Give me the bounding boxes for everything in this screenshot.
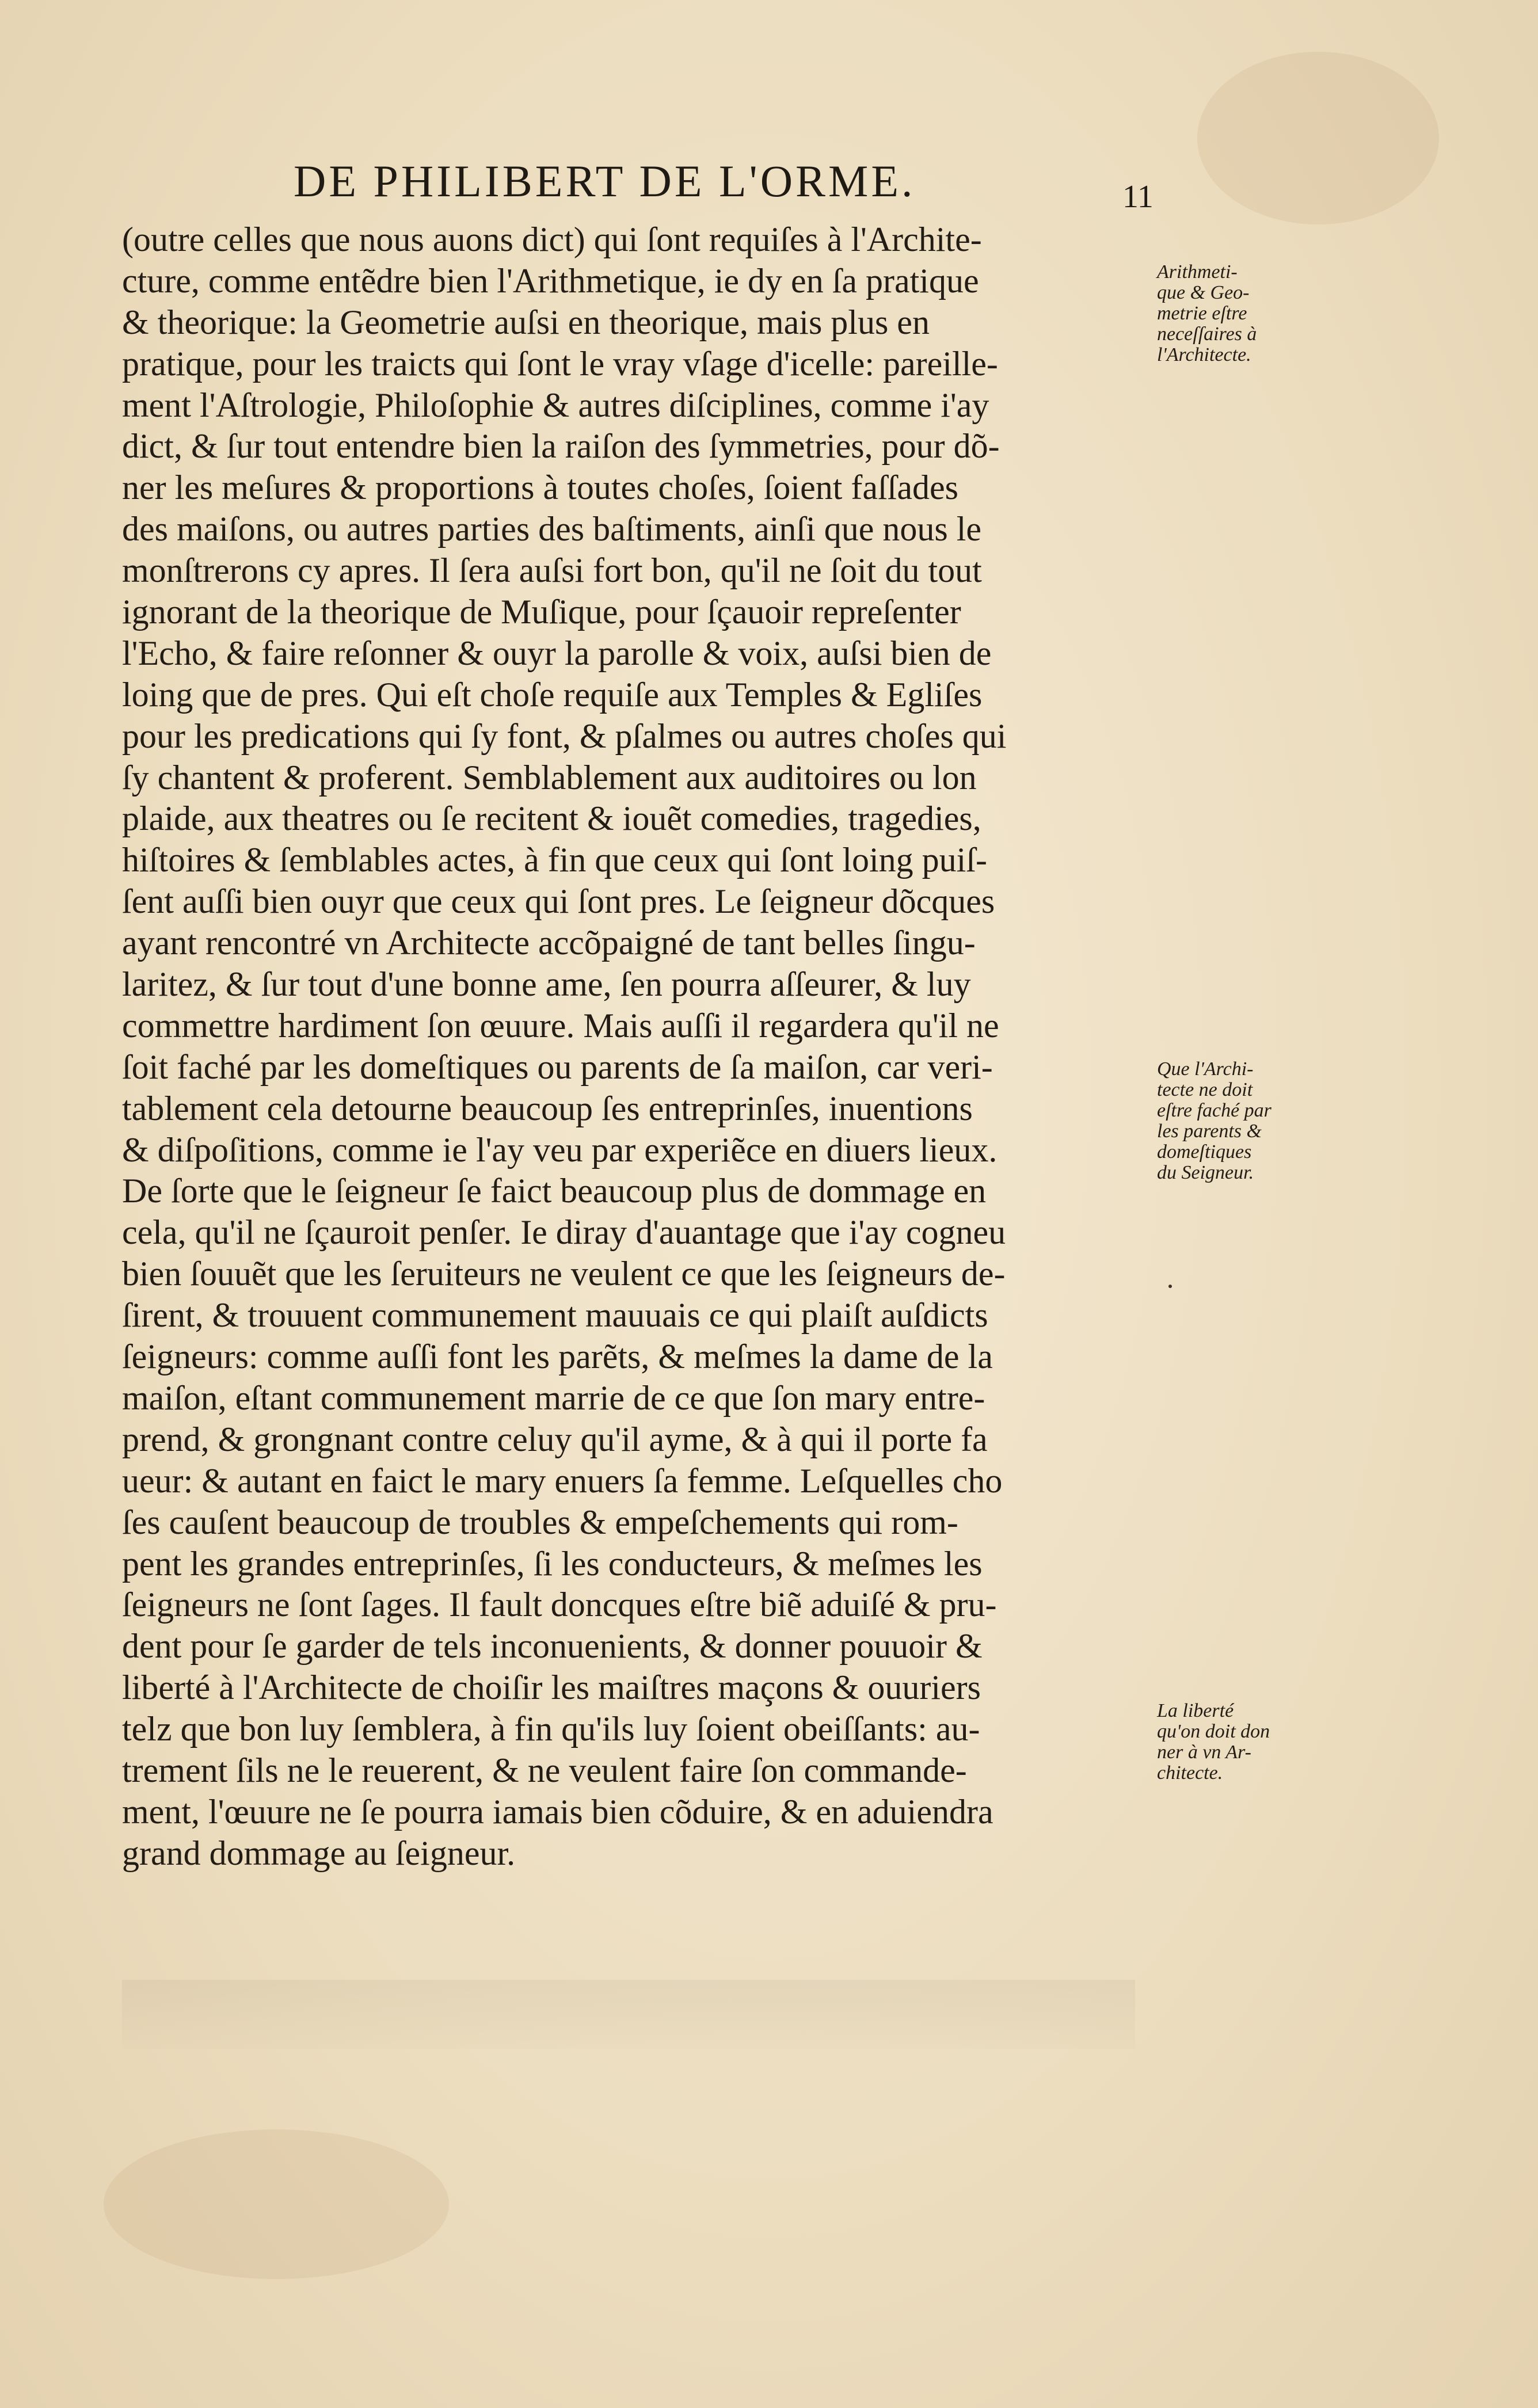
margin-note-line: metrie eſtre bbox=[1157, 303, 1247, 324]
margin-note-line: l'Architecte. bbox=[1157, 344, 1251, 365]
text-line: dict, & ſur tout entendre bien la raiſon des ſymmetries, pour dõ- bbox=[122, 427, 1000, 466]
running-title: DE PHILIBERT DE L'ORME. bbox=[294, 156, 916, 206]
text-line: ment l'Aſtrologie, Philoſophie & autres diſciplines, comme i'ay bbox=[122, 386, 989, 424]
margin-note-line: chitecte. bbox=[1157, 1762, 1223, 1784]
text-line: ſeigneurs: comme auſſi font les parẽts, & meſmes la dame de la bbox=[122, 1338, 993, 1376]
text-line: dent pour ſe garder de tels inconuenients, & donner pouuoir & bbox=[122, 1627, 983, 1666]
main-text-block bbox=[122, 219, 1158, 1874]
margin-note-line: domeſtiques bbox=[1157, 1141, 1252, 1163]
text-line: De ſorte que le ſeigneur ſe faict beaucoup plus de dommage en bbox=[122, 1172, 987, 1210]
margin-note-line: eſtre faché par bbox=[1157, 1100, 1271, 1121]
margin-note-arithmetic bbox=[1157, 262, 1257, 365]
margin-note-line: qu'on doit don bbox=[1157, 1721, 1270, 1742]
text-line: monſtrerons cy apres. Il ſera auſsi fort bon, qu'il ne ſoit du tout bbox=[122, 551, 982, 590]
text-line: plaide, aux theatres ou ſe recitent & iouẽt comedies, tragedies, bbox=[122, 799, 981, 838]
text-line: ſeigneurs ne ſont ſages. Il fault doncques eſtre biẽ aduiſé & pru- bbox=[122, 1586, 997, 1624]
margin-note-line: du Seigneur. bbox=[1157, 1162, 1254, 1183]
margin-note-line: La liberté bbox=[1157, 1700, 1234, 1721]
text-line: prend, & grongnant contre celuy qu'il ayme, & à qui il porte fa bbox=[122, 1420, 988, 1458]
show-through-text bbox=[122, 1980, 1135, 2049]
text-line: pratique, pour les traicts qui ſont le vray vſage d'icelle: pareille- bbox=[122, 344, 998, 383]
text-line: pour les predications qui ſy font, & pſalmes ou autres choſes qui bbox=[122, 717, 1007, 755]
margin-note-line: ner à vn Ar- bbox=[1157, 1742, 1251, 1763]
text-line: ſent auſſi bien ouyr que ceux qui ſont pres. Le ſeigneur dõcques bbox=[122, 882, 995, 921]
text-line: ment, l'œuure ne ſe pourra iamais bien cõduire, & en aduiendra bbox=[122, 1792, 993, 1831]
text-line: bien ſouuẽt que les ſeruiteurs ne veulent ce que les ſeigneurs de- bbox=[122, 1255, 1006, 1293]
text-line: ſes cauſent beaucoup de troubles & empeſchements qui rom- bbox=[122, 1503, 958, 1541]
text-line: cture, comme entẽdre bien l'Arithmetique, ie dy en ſa pratique bbox=[122, 261, 979, 300]
text-line: ſirent, & trouuent communement mauuais ce qui plaiſt auſdicts bbox=[122, 1296, 988, 1335]
page-number: 11 bbox=[1122, 179, 1154, 215]
text-line: cela, qu'il ne ſçauroit penſer. Ie diray d'auantage que i'ay cogneu bbox=[122, 1213, 1006, 1252]
text-line: pent les grandes entreprinſes, ſi les conducteurs, & meſmes les bbox=[122, 1544, 983, 1583]
margin-note-line: Arithmeti- bbox=[1157, 261, 1238, 283]
paper-stain bbox=[104, 2129, 449, 2279]
text-line: hiſtoires & ſemblables actes, à fin que ceux qui ſont loing puiſ- bbox=[122, 841, 987, 879]
text-line: des maiſons, ou autres parties des baſtiments, ainſi que nous le bbox=[122, 510, 982, 548]
text-line: grand dommage au ſeigneur. bbox=[122, 1834, 516, 1872]
text-line: liberté à l'Architecte de choiſir les maiſtres maçons & ouuriers bbox=[122, 1668, 981, 1707]
margin-note-line: neceſſaires à bbox=[1157, 323, 1257, 345]
text-line: laritez, & ſur tout d'une bonne ame, ſen pourra aſſeurer, & luy bbox=[122, 965, 971, 1004]
text-line: & theorique: la Geometrie auſsi en theorique, mais plus en bbox=[122, 303, 930, 341]
text-line: ueur: & autant en faict le mary enuers ſa femme. Leſquelles cho bbox=[122, 1461, 1003, 1500]
margin-note-architect-servants bbox=[1157, 1059, 1271, 1183]
margin-note-line: tecte ne doit bbox=[1157, 1079, 1253, 1100]
text-line: ſy chantent & proferent. Semblablement aux auditoires ou lon bbox=[122, 758, 977, 797]
text-line: ayant rencontré vn Architecte accõpaigné de tant belles ſingu- bbox=[122, 924, 976, 962]
text-line: tablement cela detourne beaucoup ſes entreprinſes, inuentions bbox=[122, 1089, 973, 1127]
text-line: ner les meſures & proportions à toutes choſes, ſoient faſſades bbox=[122, 468, 958, 507]
text-line: (outre celles que nous auons dict) qui ſont requiſes à l'Archite- bbox=[122, 220, 982, 258]
text-line: ignorant de la theorique de Muſique, pour ſçauoir repreſenter bbox=[122, 593, 961, 631]
text-line: commettre hardiment ſon œuure. Mais auſſi il regardera qu'il ne bbox=[122, 1006, 999, 1045]
margin-note-line: Que l'Archi- bbox=[1157, 1058, 1254, 1080]
margin-note-line: les parents & bbox=[1157, 1121, 1262, 1142]
text-line: maiſon, eſtant communement marrie de ce que ſon mary entre- bbox=[122, 1378, 985, 1417]
text-line: ſoit faché par les domeſtiques ou parents de ſa maiſon, car veri- bbox=[122, 1047, 993, 1086]
text-line: & diſpoſitions, comme ie l'ay veu par experiẽce en diuers lieux. bbox=[122, 1130, 998, 1169]
text-line: trement ſils ne le reuerent, & ne veulent faire ſon commande- bbox=[122, 1751, 967, 1789]
margin-note-architect-liberty bbox=[1157, 1701, 1270, 1784]
text-line: telz que bon luy ſemblera, à fin qu'ils luy ſoient obeiſſants: au- bbox=[122, 1710, 980, 1748]
paper-stain bbox=[1197, 52, 1439, 224]
text-line: loing que de pres. Qui eſt choſe requiſe aux Temples & Egliſes bbox=[122, 675, 983, 714]
text-line: l'Echo, & faire reſonner & ouyr la parolle & voix, auſsi bien de bbox=[122, 634, 992, 672]
margin-dot bbox=[1168, 1285, 1172, 1288]
margin-note-line: que & Geo- bbox=[1157, 282, 1250, 303]
